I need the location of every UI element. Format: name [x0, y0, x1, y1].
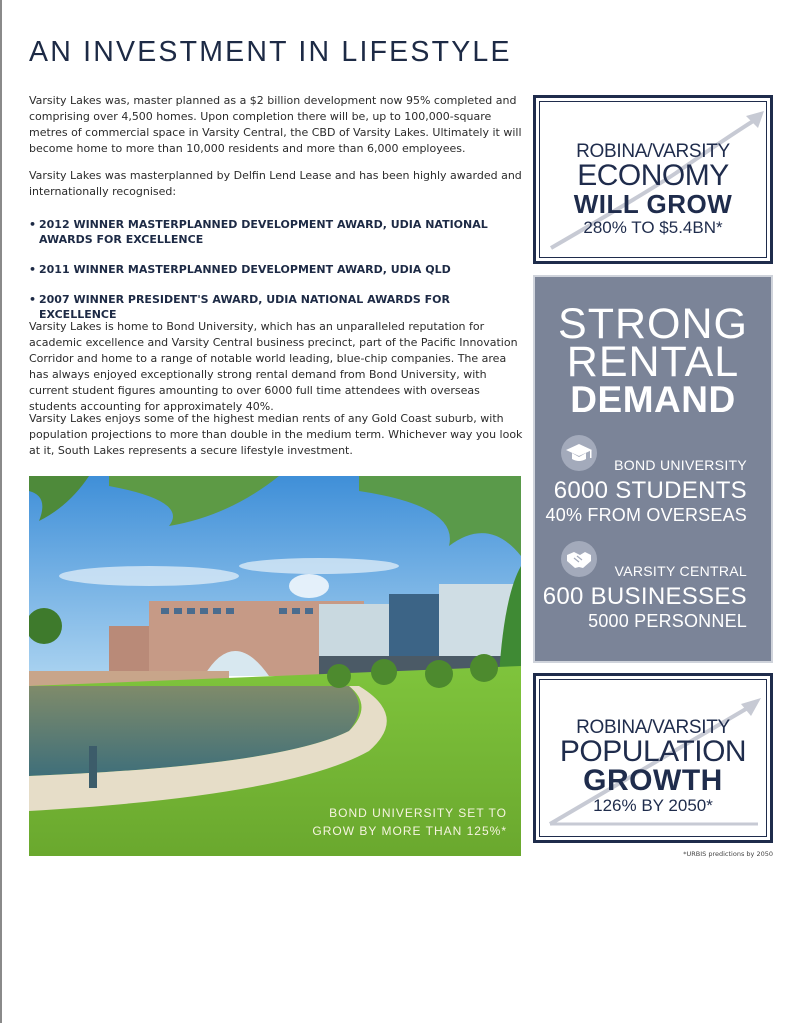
awards-intro-paragraph: Varsity Lakes was masterplanned by Delfin Lend Lease and has been highly awarded and internationally recognised:	[29, 169, 522, 198]
campus-illustration	[29, 476, 521, 856]
footnote: *URBIS predictions by 2050	[683, 850, 773, 858]
personnel-count: 5000 PERSONNEL	[588, 611, 747, 631]
economy-line-3: WILL GROW	[573, 189, 733, 219]
award-item: • 2012 WINNER MASTERPLANNED DEVELOPMENT AWARD, UDIA NATIONAL AWARDS FOR EXCELLENCE	[29, 217, 525, 247]
photo-caption-line: BOND UNIVERSITY SET TO	[329, 806, 507, 820]
economy-growth-box	[533, 95, 773, 264]
page-title: AN INVESTMENT IN LIFESTYLE	[29, 36, 512, 68]
graduation-cap-icon	[561, 435, 597, 471]
rental-heading-line: RENTAL	[566, 338, 740, 386]
businesses-count: 600 BUSINESSES	[542, 583, 747, 610]
photo-caption	[312, 804, 507, 840]
handshake-icon	[561, 541, 597, 577]
economy-line-4: 280% TO $5.4BN*	[583, 218, 723, 237]
bond-university-photo	[29, 476, 521, 856]
page-left-border	[0, 0, 2, 1023]
rental-demand-box	[533, 275, 773, 663]
rents-paragraph: Varsity Lakes enjoys some of the highest median rents of any Gold Coast suburb, with population projections to more than double in the medium term. Whichever way you look at it, South Lakes represents a secure lifestyle investment.	[29, 412, 523, 457]
economy-line-2: ECONOMY	[577, 159, 729, 192]
overseas-share: 40% FROM OVERSEAS	[545, 505, 747, 525]
intro-paragraph: Varsity Lakes was, master planned as a $2 billion development now 95% completed and comprising over 4,500 homes. Upon completion there will be, up to 100,000-square metres of commercial space in Varsity Central, the CBD of Varsity Lakes. Ultimately it will become home to more than 10,000 residents and more than 6,000 employees.	[29, 94, 522, 155]
population-line-1: ROBINA/VARSITY	[576, 717, 730, 738]
rental-heading	[535, 300, 771, 420]
varsity-central-label: VARSITY CENTRAL	[614, 563, 747, 579]
bond-university-paragraph: Varsity Lakes is home to Bond University, which has an unparalleled reputation for academic excellence and Varsity Central business precinct, part of the Pacific Innovation Corridor and home to a range of notable world leading, blue-chip companies. The area has always enjoyed exceptionally strong rental demand from Bond University, with current student figures amounting to over 6000 full time attendees with overseas students accounting for approximately 40%.	[29, 320, 518, 413]
economy-line-1: ROBINA/VARSITY	[576, 141, 730, 162]
rental-heading-line: STRONG	[558, 300, 748, 348]
students-count: 6000 STUDENTS	[553, 477, 747, 504]
population-growth-box	[533, 673, 773, 843]
rental-heading-line: DEMAND	[570, 379, 736, 420]
population-line-3: GROWTH	[583, 764, 723, 797]
population-line-2: POPULATION	[559, 735, 747, 768]
bond-university-label: BOND UNIVERSITY	[614, 457, 747, 473]
population-line-4: 126% BY 2050*	[593, 796, 713, 815]
award-item: • 2011 WINNER MASTERPLANNED DEVELOPMENT AWARD, UDIA QLD	[29, 262, 525, 277]
photo-caption-line: GROW BY MORE THAN 125%*	[312, 824, 507, 838]
award-item: • 2007 WINNER PRESIDENT'S AWARD, UDIA NATIONAL AWARDS FOR EXCELLENCE	[29, 292, 525, 322]
